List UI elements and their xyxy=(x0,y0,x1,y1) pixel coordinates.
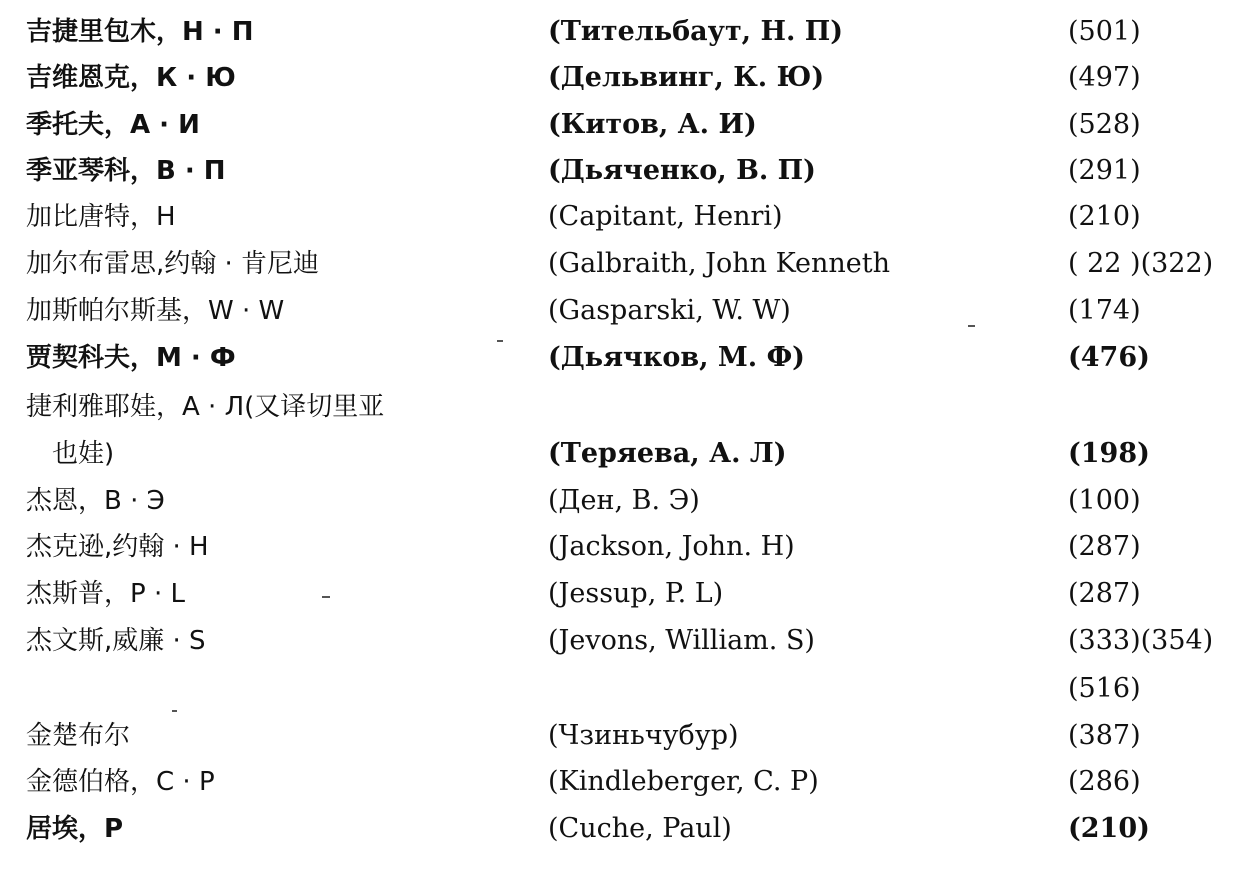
page-reference: (333)(354) xyxy=(1068,625,1214,656)
chinese-name: 杰斯普，P · L xyxy=(26,579,185,609)
page-reference: (286) xyxy=(1068,766,1141,797)
chinese-name: 吉维恩克，К · Ю xyxy=(26,63,236,93)
chinese-name: 杰恩，В · Э xyxy=(26,486,165,516)
index-entry xyxy=(0,384,1245,430)
page-reference: (287) xyxy=(1068,531,1141,562)
index-entry xyxy=(0,9,1245,55)
page-reference: (497) xyxy=(1068,62,1141,93)
chinese-name: 贾契科夫，М · Ф xyxy=(26,343,236,373)
original-name: (Ден, В. Э) xyxy=(548,485,700,516)
index-entry xyxy=(0,102,1245,148)
chinese-name: 杰文斯,威廉 · S xyxy=(26,626,206,656)
chinese-name: 也娃) xyxy=(26,439,115,469)
index-entry xyxy=(0,478,1245,524)
page-reference: (528) xyxy=(1068,109,1141,140)
chinese-name: 加斯帕尔斯基，W · W xyxy=(26,296,285,326)
page-reference: (287) xyxy=(1068,578,1141,609)
chinese-name: 金楚布尔 xyxy=(26,721,131,751)
scan-speck xyxy=(322,596,330,598)
original-name: (Дельвинг, К. Ю) xyxy=(548,62,825,93)
original-name: (Jessup, P. L) xyxy=(548,578,724,609)
scan-speck xyxy=(172,710,177,712)
index-entry xyxy=(0,524,1245,570)
index-entry xyxy=(0,148,1245,194)
scan-speck xyxy=(497,340,503,342)
page-reference: (501) xyxy=(1068,16,1141,47)
page-reference: (174) xyxy=(1068,295,1141,326)
index-entry xyxy=(0,571,1245,617)
index-entry xyxy=(0,806,1245,852)
original-name: (Китов, А. И) xyxy=(548,109,757,140)
chinese-name: 季托夫，А · И xyxy=(26,110,200,140)
page-reference: (476) xyxy=(1068,342,1150,373)
index-entry xyxy=(0,431,1245,477)
page-reference: (210) xyxy=(1068,201,1141,232)
original-name: (Теряева, А. Л) xyxy=(548,438,787,469)
original-name: (Jevons, William. S) xyxy=(548,625,815,656)
index-entry xyxy=(0,618,1245,664)
chinese-name: 居埃，P xyxy=(26,814,124,844)
chinese-name: 吉捷里包木，Н · П xyxy=(26,17,254,47)
original-name: (Jackson, John. H) xyxy=(548,531,795,562)
scan-speck xyxy=(968,325,975,327)
chinese-name: 金德伯格，C · P xyxy=(26,767,215,797)
page-reference: (210) xyxy=(1068,813,1150,844)
chinese-name: 加尔布雷思,约翰 · 肯尼迪 xyxy=(26,249,320,279)
chinese-name: 杰克逊,约翰 · H xyxy=(26,532,209,562)
original-name: (Capitant, Henri) xyxy=(548,201,783,232)
original-name: (Galbraith, John Kenneth xyxy=(548,248,891,279)
original-name: (Дьячков, М. Ф) xyxy=(548,342,805,373)
page-reference: (516) xyxy=(1068,673,1141,704)
original-name: (Cuche, Paul) xyxy=(548,813,732,844)
page-reference: (291) xyxy=(1068,155,1141,186)
index-entry xyxy=(0,759,1245,805)
index-entry xyxy=(0,713,1245,759)
page-reference: (100) xyxy=(1068,485,1141,516)
page-reference: (198) xyxy=(1068,438,1150,469)
original-name: (Тительбаут, Н. П) xyxy=(548,16,844,47)
index-entry xyxy=(0,666,1245,712)
index-entry xyxy=(0,241,1245,287)
original-name: (Gasparski, W. W) xyxy=(548,295,791,326)
chinese-name: 加比唐特，H xyxy=(26,202,176,232)
original-name: (Kindleberger, C. P) xyxy=(548,766,819,797)
original-name: (Дьяченко, В. П) xyxy=(548,155,816,186)
chinese-name: 季亚琴科，В · П xyxy=(26,156,226,186)
index-entry xyxy=(0,55,1245,101)
page-reference: (387) xyxy=(1068,720,1141,751)
index-entry xyxy=(0,194,1245,240)
index-entry xyxy=(0,288,1245,334)
index-entry xyxy=(0,335,1245,381)
chinese-name: 捷利雅耶娃，А · Л(又译切里亚 xyxy=(26,392,385,422)
page-reference: ( 22 )(322) xyxy=(1068,248,1214,279)
original-name: (Чзиньчубур) xyxy=(548,720,739,751)
